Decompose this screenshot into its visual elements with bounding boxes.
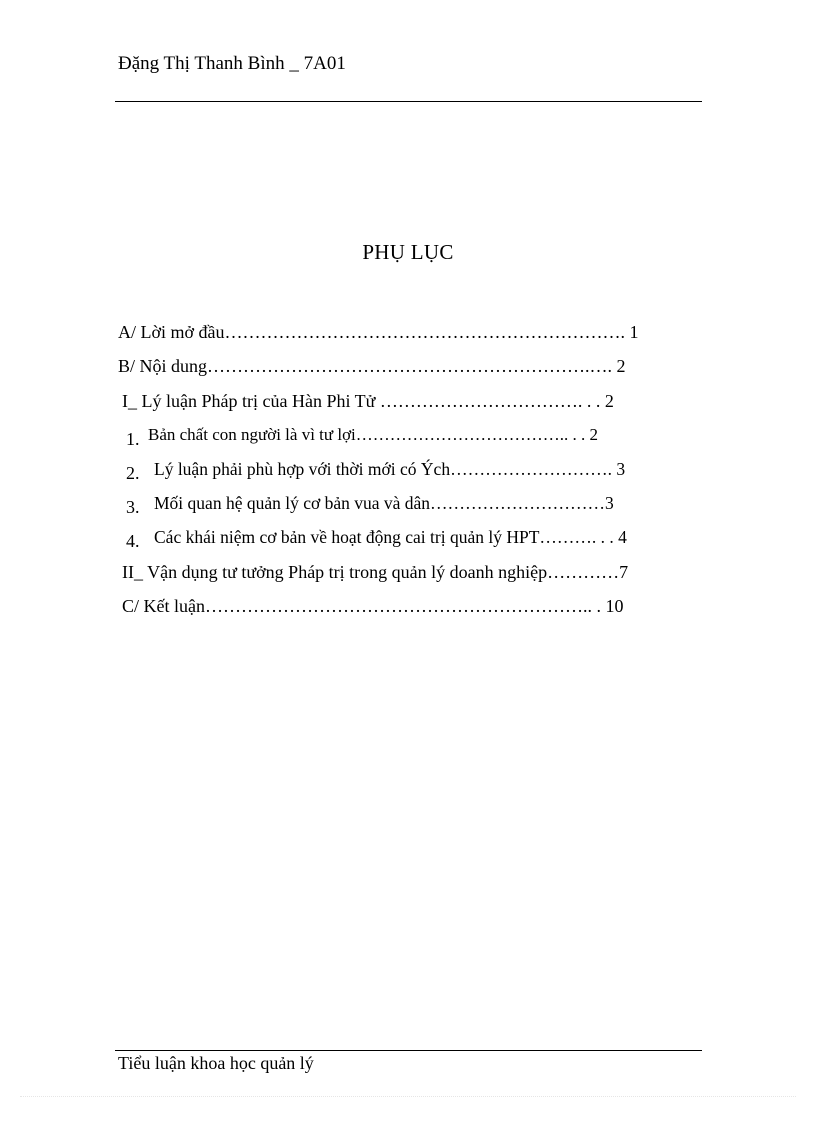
toc-entry-a-introduction: A/ Lời mở đầu…………………………………………………………. 1 <box>118 322 639 342</box>
toc-entry-i-theory: I_ Lý luận Pháp trị của Hàn Phi Tử ……………………………. . . 2 <box>122 391 614 411</box>
header-author: Đặng Thị Thanh Bình _ 7A01 <box>118 53 346 74</box>
page-bottom-border <box>20 1096 796 1097</box>
toc-entry-3-number: 3. <box>126 497 140 517</box>
toc-entry-4-number: 4. <box>126 531 140 551</box>
toc-entry-ii-application: II_ Vận dụng tư tưởng Pháp trị trong quản lý doanh nghiệp…………7 <box>122 562 629 582</box>
toc-entry-4-concepts: Các khái niệm cơ bản về hoạt động cai trị quản lý HPT………. . . 4 <box>154 527 627 547</box>
toc-entry-c-conclusion: C/ Kết luận……………………………………………………….. . 10 <box>122 596 624 616</box>
toc-entry-1-number: 1. <box>126 429 140 449</box>
toc-entry-b-content: B/ Nội dung……………………………………………………….…. 2 <box>118 356 626 376</box>
toc-entry-2-number: 2. <box>126 463 140 483</box>
page-title: PHỤ LỤC <box>362 240 454 264</box>
toc-entry-2-new-times: Lý luận phải phù hợp với thời mới có Ých………………………. 3 <box>154 459 626 479</box>
footer-text: Tiểu luận khoa học quản lý <box>118 1053 314 1073</box>
toc-entry-1-human-nature: Bản chất con người là vì tư lợi……………………………….. . . 2 <box>148 425 599 444</box>
toc-entry-3-king-people: Mối quan hệ quản lý cơ bản vua và dân…………………………3 <box>154 493 614 513</box>
footer-divider <box>115 1050 702 1051</box>
